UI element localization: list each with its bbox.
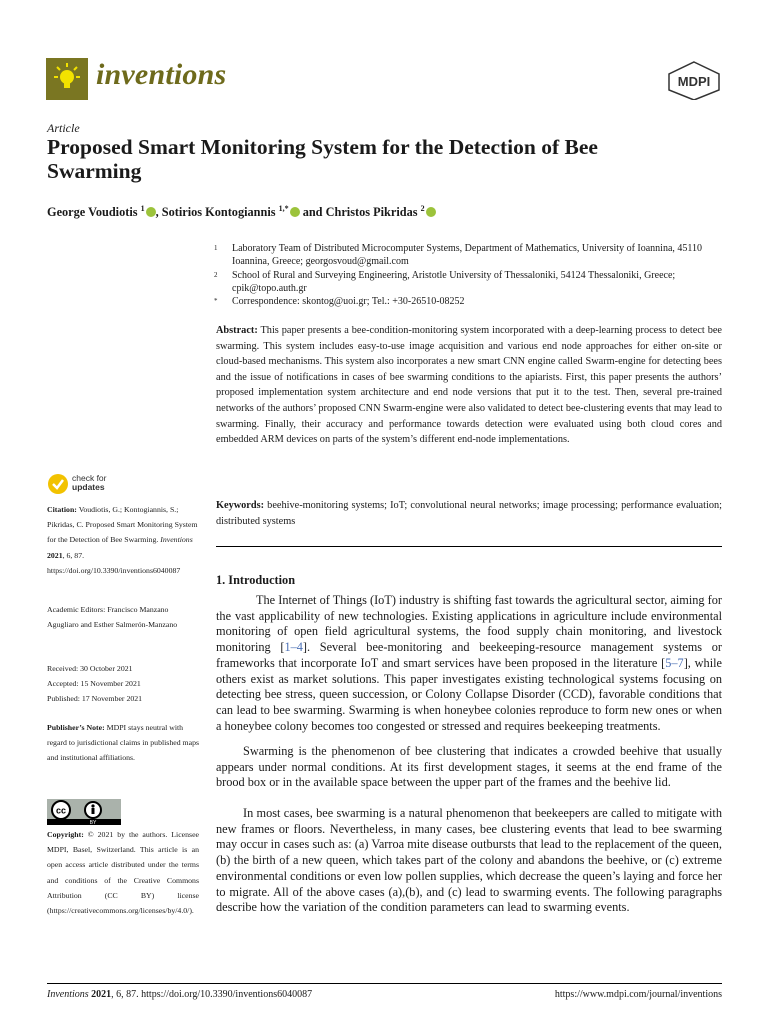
received-date: Received: 30 October 2021 [47,664,133,673]
affiliation-text: Laboratory Team of Distributed Microcomputer Systems, Department of Mathematics, University of Ioannina, 45110 Ioannina, Greece; georgosvoud@gmail.com [232,243,703,267]
citation-link[interactable]: 1–4 [284,640,303,655]
citation-link[interactable]: 5–7 [665,655,684,670]
keywords [216,498,722,529]
article-title: Proposed Smart Monitoring System for the Detection of Bee Swarming [47,135,598,183]
author-name[interactable]: George Voudiotis [47,205,141,220]
abstract-text: This paper presents a bee-condition-monitoring system incorporated with a deep-learning process to detect bee swarming. This system includes easy-to-use image acquisition and various end node approaches for either on-site or cloud-based mechanisms. This system also incorporates a new smart CNN engine called Swarm-engine for detecting bees and the issue of notifications in cases of bee swarming conditions to the apiarists. First, this paper presents the authors’ proposed implementation system architecture and end node versions that put it to the test. Then, several pre-trained networks of the authors’ proposed CNN Swarm-engine were also validated to detect bee-clustering events that may lead to swarming. Finally, their accuracy and performance towards detection were evaluated using both cloud cores and embedded ARM devices on parts of the system’s different end-node implementations. [216,325,722,446]
keywords-label: Keywords: [216,500,265,511]
intro-paragraph-3: In most cases, bee swarming is a natural phenomenon that beekeepers are called to mitigate with new frames or floors. Nevertheless, in many cases, bee clustering events that lead to bee swarming may occur in cases such as: (a) Varroa mite disease outbursts that lead to the replacement of the queen, (b) the birth of a new queen, which takes part of the colony and abandons the beehive, or (c) extreme environmental conditions or even low pollen supplies, which decrease the queen’s laying and force her to migrate. All of the above cases (a),(b), and (c) lead to swarming events. The following paragraphs describe how the variation of the condition parameters can lead to swarming events. [216,806,722,915]
intro-paragraph-2: Swarming is the phenomenon of bee clustering that indicates a crowded beehive that usually appears under normal conditions. At its first development stages, it seems at the end frame of the brood box or in the available space between the upper part of the frames and the beehive lid. [216,744,722,790]
affiliation-text: School of Rural and Surveying Engineering, Aristotle University of Thessaloniki, 54124 Thessaloniki, Greece; cpik@topo.auth.gr [232,270,676,294]
author-affiliation-sup: 1,* [278,204,289,213]
author-list [47,204,436,220]
svg-text:cc: cc [55,805,67,816]
author-separator: , [155,205,162,220]
article-type: Article [47,121,80,135]
section-heading: 1. Introduction [216,573,296,587]
check-for-updates-button[interactable] [47,471,127,497]
orcid-icon[interactable] [146,207,156,217]
footer-divider [47,983,722,984]
publisher-note-label: Publisher’s Note: [47,723,105,732]
abstract-label: Abstract: [216,325,258,336]
orcid-icon[interactable] [426,207,436,217]
citation-rest: , 6, 87. https://doi.org/10.3390/inventions6040087 [47,550,181,575]
citation-year: 2021 [47,550,63,560]
publisher-note [47,720,199,766]
citation-text: Voudiotis, G.; Kontogiannis, S.; Pikridas, C. Proposed Smart Monitoring System for the Detection of Bee Swarming. [47,505,198,545]
citation-label: Citation: [47,505,77,514]
citation-block [47,502,199,578]
lightbulb-icon [46,58,88,100]
publisher-logo [667,60,721,100]
footer-journal-url[interactable]: https://www.mdpi.com/journal/inventions [554,989,722,1000]
intro-paragraph-1: The Internet of Things (IoT) industry is shifting fast towards the agricultural sector, aiming for the vast applicability of new technologies. Existing applications in agriculture include environmental monitoring of open field agricultural systems, the food supply chain monitoring, and livestock monitoring [1–4]. Several bee-monitoring and beekeeping-resource management systems or frameworks that incorporate IoT and smart services have been proposed in the literature [5–7], while others exist as market solutions. This paper investigates existing technological systems focusing on detecting bee stress, queen succession, or Colony Collapse Disorder (CCD), favorable conditions that can lead to bee swarming. Swarming is when honeybee colonies reproduce to form new ones or when a honeybee colony becomes too congested or stressed and requires beekeeping treatments. [216,593,722,733]
footer-journal: Inventions [47,989,89,1000]
publisher-note-text: MDPI stays neutral with regard to jurisdictional claims in published maps and institutional affiliations. [47,723,200,763]
copyright-text: © 2021 by the authors. Licensee MDPI, Basel, Switzerland. This article is an open access article distributed under the terms and conditions of the Creative Commons Attribution (CC BY) license (https://creativecommons.org/licenses/by/4.0/). [47,830,199,916]
keywords-text: beehive-monitoring systems; IoT; convolutional neural networks; image processing; performance evaluation; distributed systems [216,500,722,527]
author-separator: and [299,205,326,220]
check-updates-icon [47,473,69,495]
affiliation-number: 2 [214,271,218,279]
citation-journal: Inventions [160,535,193,545]
check-updates-line1: check for [72,473,107,483]
svg-text:BY: BY [89,820,97,825]
author-affiliation-sup: 2 [420,204,425,213]
affiliation-text: Correspondence: skontog@uoi.gr; Tel.: +30-26510-08252 [232,296,465,307]
affiliation-number: * [214,297,218,305]
cc-by-license-badge[interactable] [47,799,121,825]
abstract [216,323,722,448]
footer-citation [47,989,312,1000]
copyright-block [47,827,199,918]
publisher-name: MDPI [677,74,711,89]
accepted-date: Accepted: 15 November 2021 [47,679,141,688]
footer-doi[interactable]: , 6, 87. https://doi.org/10.3390/inventions6040087 [111,989,313,1000]
author-name[interactable]: Sotirios Kontogiannis [161,205,279,220]
published-date: Published: 17 November 2021 [47,694,143,703]
orcid-icon[interactable] [290,207,300,217]
section-divider [216,546,722,547]
author-name[interactable]: Christos Pikridas [325,205,421,220]
journal-name: inventions [96,58,227,91]
footer-year: 2021 [88,989,112,1000]
author-affiliation-sup: 1 [140,204,145,213]
affiliation-number: 1 [214,244,218,252]
academic-editors: Academic Editors: Francisco Manzano Agugliaro and Esther Salmerón-Manzano [47,605,178,630]
check-updates-line2: updates [72,482,105,492]
copyright-label: Copyright: [47,830,84,839]
journal-logo [46,58,88,100]
